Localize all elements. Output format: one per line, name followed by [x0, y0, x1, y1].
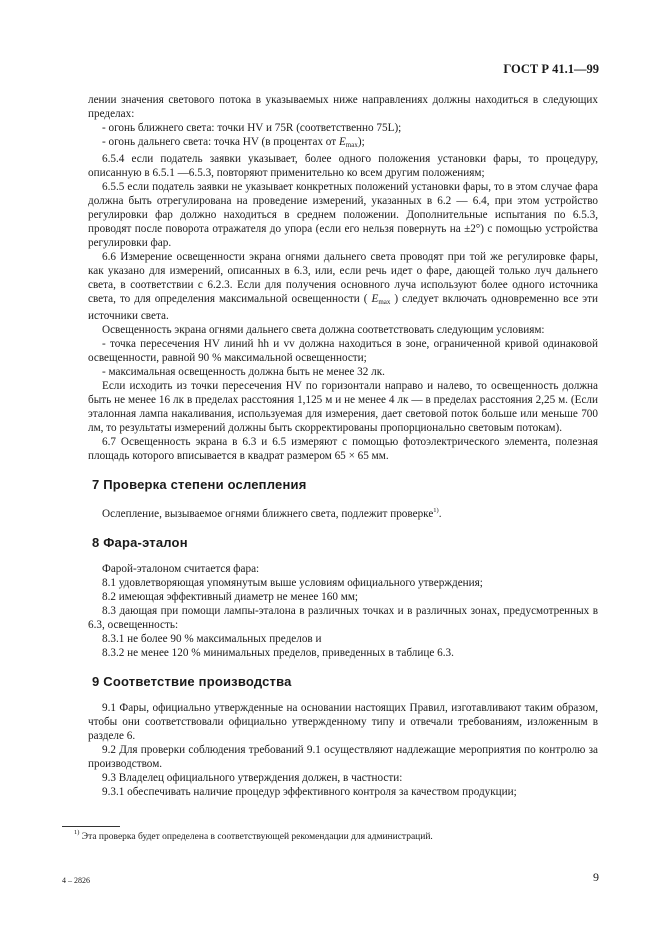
- paragraph-6-5-5: 6.5.5 если податель заявки не указывает конкретных положений установки фары, то в этом случае фара должна быть отрегулирована на проведение измерений, указанных в 6.2 — 6.4, при этом устройство регулировки фар должно находиться в среднем положении. Дополнительные испытания по 6.5.3, проводят после поворота отражателя до упора (если его нельзя повернуть на ±2°) с помощью устройства регулировки фар.: [88, 181, 598, 249]
- footnote-reference: 1): [433, 507, 439, 514]
- section-7-sentence: Ослепление, вызываемое огнями ближнего света, подлежит проверке: [102, 508, 434, 520]
- section-8-item: 8.2 имеющая эффективный диаметр не менее 160 мм;: [102, 591, 359, 603]
- section-8-item: 8.3.1 не более 90 % максимальных пределов и: [102, 633, 322, 645]
- paragraph-low-beam: - огонь ближнего света: точки HV и 75R (соответственно 75L);: [102, 122, 402, 134]
- paragraph-conditions: Освещенность экрана огнями дальнего света должна соответствовать следующим условиям:: [102, 324, 545, 336]
- section-9-item: 9.2 Для проверки соблюдения требований 9.1 осуществляют надлежащие мероприятия по контролю за производством.: [88, 744, 598, 770]
- paragraph-6-7: 6.7 Освещенность экрана в 6.3 и 6.5 измеряют с помощью фотоэлектрического элемента, полезная площадь которого вписывается в квадрат размером 65 × 65 мм.: [88, 436, 598, 462]
- section-8-item: 8.1 удовлетворяющая упомянутым выше условиям официального утверждения;: [102, 577, 483, 589]
- text-6-6-start: 6.6 Измерение освещенности экрана огнями дальнего света проводят при той же регулировке фары, как указано для измерений, описанных в 6.3, или, если речь идет о фаре, дающей только луч дальнего света, в соответствии с 6.2.3. Если для получения основного луча используют более одного источника света, то для определения максимальной освещенности (: [88, 251, 598, 305]
- paragraph-max-illuminance: - максимальная освещенность должна быть не менее 32 лк.: [102, 366, 385, 378]
- footnote-divider: [62, 826, 120, 827]
- paragraph-6-6: [88, 250, 598, 323]
- section-8-item: 8.3.2 не менее 120 % минимальных пределов, приведенных в таблице 6.3.: [102, 647, 454, 659]
- section-8-item: 8.3 дающая при помощи лампы-эталона в различных точках и в различных зонах, предусмотренных в 6.3, освещенность:: [88, 605, 598, 631]
- text-6-6-end: ) следует включать одновременно все эти источники света.: [88, 293, 598, 322]
- section-9-item: 9.3.1 обеспечивать наличие процедур эффективного контроля за качеством продукции;: [102, 786, 517, 798]
- page-content: [88, 93, 598, 799]
- paragraph-continuation: лении значения светового потока в указываемых ниже направлениях должны находиться в следующих пределах:: [88, 94, 598, 120]
- footnote: [74, 829, 604, 842]
- footnote-text: Эта проверка будет определена в соответствующей рекомендации для администраций.: [81, 832, 433, 842]
- section-7-period: .: [438, 508, 442, 520]
- text-high-beam-start: - огонь дальнего света: точка HV (в процентах от: [102, 136, 339, 148]
- emax-symbol: E: [338, 136, 346, 148]
- paragraph-high-beam: [88, 135, 598, 152]
- section-8-title: 8 Фара-эталон: [92, 535, 188, 550]
- emax-subscript: max: [345, 141, 358, 149]
- paragraph-hv-point: - точка пересечения HV линий hh и vv должна находиться в зоне, ограниченной кривой одинаковой освещенности, равной 90 % максимальной освещенности;: [88, 338, 598, 364]
- standard-header: ГОСТ Р 41.1—99: [503, 62, 599, 76]
- paragraph-horizontal: Если исходить из точки пересечения HV по горизонтали направо и налево, то освещенность должна быть не менее 16 лк в пределах расстояния 1,125 м и не менее 4 лк — в пределах расстояния 2,25 м. (Если эталонная лампа накаливания, используемая для измерения, дает световой поток больше или меньше 700 лм, то результаты измерений должны быть скорректированы пропорционально световым потокам).: [88, 380, 598, 434]
- section-7-title: 7 Проверка степени ослепления: [92, 477, 307, 492]
- section-8-item: Фарой-эталоном считается фара:: [102, 563, 260, 575]
- page-number: 9: [593, 870, 599, 884]
- section-7-text: [88, 504, 598, 521]
- footnote-mark: 1): [74, 829, 80, 836]
- paragraph-6-5-4: 6.5.4 если податель заявки указывает, более одного положения установки фары, то процедуру, описанную в 6.5.1 —6.5.3, повторяют применительно ко всем другим положениям;: [88, 153, 598, 179]
- section-9-item: 9.1 Фары, официально утвержденные на основании настоящих Правил, изготавливают таким образом, чтобы они соответствовали официально утвержденному типу и отвечали требованиям, изложенным в разделе 6.: [88, 702, 598, 742]
- emax-symbol: E: [371, 293, 379, 305]
- text-high-beam-end: );: [357, 136, 365, 148]
- section-9-item: 9.3 Владелец официального утверждения должен, в частности:: [102, 772, 403, 784]
- print-code: 4 – 2826: [62, 876, 90, 885]
- emax-subscript: max: [378, 298, 391, 306]
- section-9-title: 9 Соответствие производства: [92, 674, 292, 689]
